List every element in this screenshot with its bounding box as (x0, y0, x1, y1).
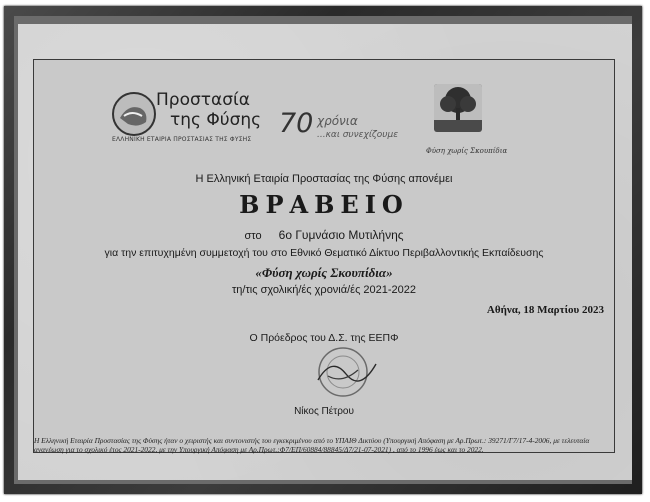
program-logo (426, 84, 508, 155)
anniversary-tagline: ...και συνεχίζουμε (317, 130, 399, 140)
awards-line: Η Ελληνική Εταιρία Προστασίας της Φύσης απονέμει (195, 173, 453, 185)
org-logo-line1: Προστασία (156, 90, 250, 110)
picture-frame (4, 6, 642, 494)
program-name: «Φύση χωρίς Σκουπίδια» (255, 265, 393, 280)
tree-icon (434, 84, 482, 132)
frame-mat (18, 24, 632, 480)
anniversary-number: 70 (279, 108, 314, 139)
issue-date: Αθήνα, 18 Μαρτίου 2023 (486, 304, 604, 316)
org-logo (110, 90, 262, 150)
school-prefix: στο (244, 230, 262, 242)
signer-name: Νίκος Πέτρου (294, 406, 354, 417)
school-line (34, 228, 614, 242)
school-name: 6ο Γυμνάσιο Μυτιλήνης (278, 228, 404, 242)
org-logo-sub: ΕΛΛΗΝΙΚΗ ΕΤΑΙΡΙΑ ΠΡΟΣΤΑΣΙΑΣ ΤΗΣ ΦΥΣΗΣ (112, 136, 252, 143)
footnote: Η Ελληνική Εταιρία Προστασίας της Φύσης ήταν ο χειριστής και συντονιστής του εγκεκριμένου από το ΥΠΑΙΘ Δικτύου (Υπουργική Απόφαση με Αρ.Πρωτ.: 39271/Γ7/17-4-2006, με τελευταία ανανέωση για το σχολικό έτος 2021-2022, με την Υπουργική Απόφαση με Αρ.Πρωτ.:Φ7/ΕΠ/60884/88845/Δ7/21-07-2021) , από το 1996 έως και το 2022. (34, 436, 590, 454)
participation-line: για την επιτυχημένη συμμετοχή του στο Εθνικό Θεματικό Δίκτυο Περιβαλλοντικής Εκπαίδευσης (104, 247, 544, 259)
program-logo-caption: Φύση χωρίς Σκουπίδια (426, 147, 508, 155)
globe-icon (112, 92, 156, 136)
anniversary-logo (279, 108, 409, 148)
anniversary-years: χρόνια (317, 114, 358, 128)
school-years-line: τη/τις σχολική/ές χρονιά/ές 2021-2022 (231, 284, 417, 296)
signature-stamp (298, 346, 388, 398)
certificate-title: ΒΡΑΒΕΙΟ (239, 190, 409, 219)
org-logo-line2: της Φύσης (170, 110, 262, 130)
certificate-paper (33, 59, 615, 453)
president-title: Ο Πρόεδρος του Δ.Σ. της ΕΕΠΦ (249, 332, 399, 344)
